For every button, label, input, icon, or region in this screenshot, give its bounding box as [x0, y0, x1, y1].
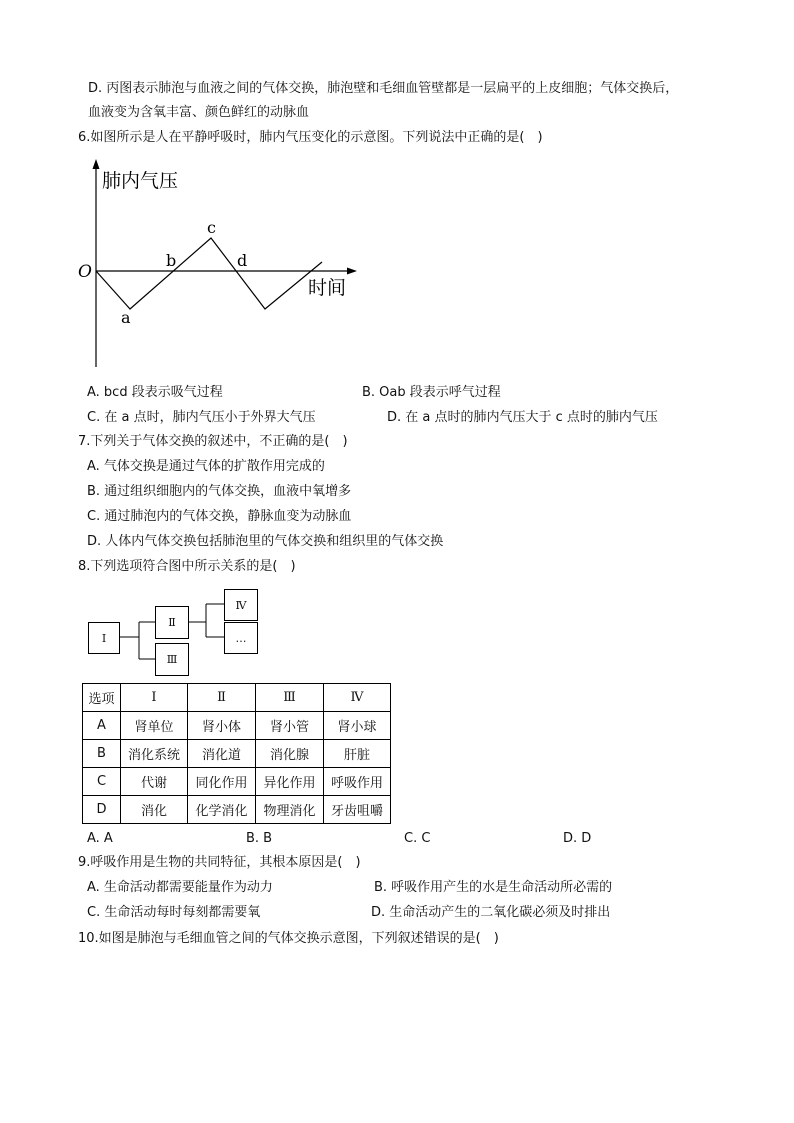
table-cell: 呼吸作用 [324, 768, 391, 796]
q7-stem: 7.下列关于气体交换的叙述中，不正确的是( ) [78, 434, 348, 449]
q5-option-d-line1: D. 丙图表示肺泡与血液之间的气体交换，肺泡壁和毛细血管壁都是一层扁平的上皮细胞；气体交换后， [88, 81, 679, 96]
table-cell: 牙齿咀嚼 [324, 796, 391, 824]
q8-options-table [82, 683, 391, 824]
table-header-cell: Ⅳ [324, 684, 391, 712]
table-header-cell: Ⅱ [188, 684, 256, 712]
q7-option-d: D. 人体内气体交换包括肺泡里的气体交换和组织里的气体交换 [87, 534, 444, 549]
table-cell: A [83, 712, 121, 740]
point-c-label: c [207, 218, 216, 237]
q10-stem: 10.如图是肺泡与毛细血管之间的气体交换示意图，下列叙述错误的是( ) [78, 931, 499, 946]
q6-option-b: B. Oab 段表示呼气过程 [362, 385, 501, 400]
table-cell: 消化 [121, 796, 188, 824]
table-cell: 代谢 [121, 768, 188, 796]
table-header-cell: 选项 [83, 684, 121, 712]
q6-option-c: C. 在 a 点时，肺内气压小于外界大气压 [87, 410, 316, 425]
table-cell: 肾小管 [256, 712, 324, 740]
table-header-cell: Ⅰ [121, 684, 188, 712]
y-axis-arrow [93, 159, 100, 169]
q7-option-b: B. 通过组织细胞内的气体交换，血液中氧增多 [87, 484, 352, 499]
table-cell: 消化腺 [256, 740, 324, 768]
table-cell: B [83, 740, 121, 768]
table-cell: 同化作用 [188, 768, 256, 796]
table-cell: 异化作用 [256, 768, 324, 796]
q6-option-a: A. bcd 段表示吸气过程 [87, 385, 223, 400]
q6-option-d: D. 在 a 点时的肺内气压大于 c 点时的肺内气压 [387, 410, 658, 425]
point-d-label: d [237, 251, 248, 270]
origin-label: O [78, 262, 92, 282]
q5-option-d-line2: 血液变为含氧丰富、颜色鲜红的动脉血 [88, 105, 310, 120]
point-a-label: a [121, 308, 131, 327]
q8-option-d: D. D [563, 831, 592, 846]
box-more: … [224, 622, 258, 654]
table-cell: 化学消化 [188, 796, 256, 824]
y-axis-label: 肺内气压 [102, 170, 179, 192]
q9-stem: 9.呼吸作用是生物的共同特征，其根本原因是( ) [78, 855, 361, 870]
table-cell: 肾小体 [188, 712, 256, 740]
q9-option-c: C. 生命活动每时每刻都需要氧 [87, 905, 261, 920]
table-row [83, 712, 391, 740]
q6-stem: 6.如图所示是人在平静呼吸时，肺内气压变化的示意图。下列说法中正确的是( ) [78, 130, 543, 145]
box-i: Ⅰ [88, 622, 120, 654]
q7-option-a: A. 气体交换是通过气体的扩散作用完成的 [87, 459, 325, 474]
table-header-row [83, 684, 391, 712]
q8-option-c: C. C [404, 831, 431, 846]
table-row [83, 796, 391, 824]
table-row [83, 740, 391, 768]
table-cell: 物理消化 [256, 796, 324, 824]
q7-option-c: C. 通过肺泡内的气体交换，静脉血变为动脉血 [87, 509, 352, 524]
table-cell: 消化道 [188, 740, 256, 768]
q6-pressure-graph [75, 155, 365, 375]
table-cell: C [83, 768, 121, 796]
pressure-curve [96, 238, 322, 309]
table-cell: D [83, 796, 121, 824]
table-header-cell: Ⅲ [256, 684, 324, 712]
x-axis-label: 时间 [308, 277, 347, 299]
q9-option-a: A. 生命活动都需要能量作为动力 [87, 880, 273, 895]
table-cell: 肾单位 [121, 712, 188, 740]
point-b-label: b [166, 251, 177, 270]
q9-option-d: D. 生命活动产生的二氧化碳必须及时排出 [371, 905, 611, 920]
table-cell: 肝脏 [324, 740, 391, 768]
table-cell: 消化系统 [121, 740, 188, 768]
box-iii: Ⅲ [155, 643, 189, 676]
q9-option-b: B. 呼吸作用产生的水是生命活动所必需的 [374, 880, 613, 895]
q8-stem: 8.下列选项符合图中所示关系的是( ) [78, 559, 296, 574]
q8-option-a: A. A [87, 831, 113, 846]
box-iv: Ⅳ [224, 589, 258, 621]
table-row [83, 768, 391, 796]
box-ii: Ⅱ [155, 606, 189, 639]
table-cell: 肾小球 [324, 712, 391, 740]
q8-option-b: B. B [246, 831, 273, 846]
x-axis-arrow [347, 268, 357, 275]
